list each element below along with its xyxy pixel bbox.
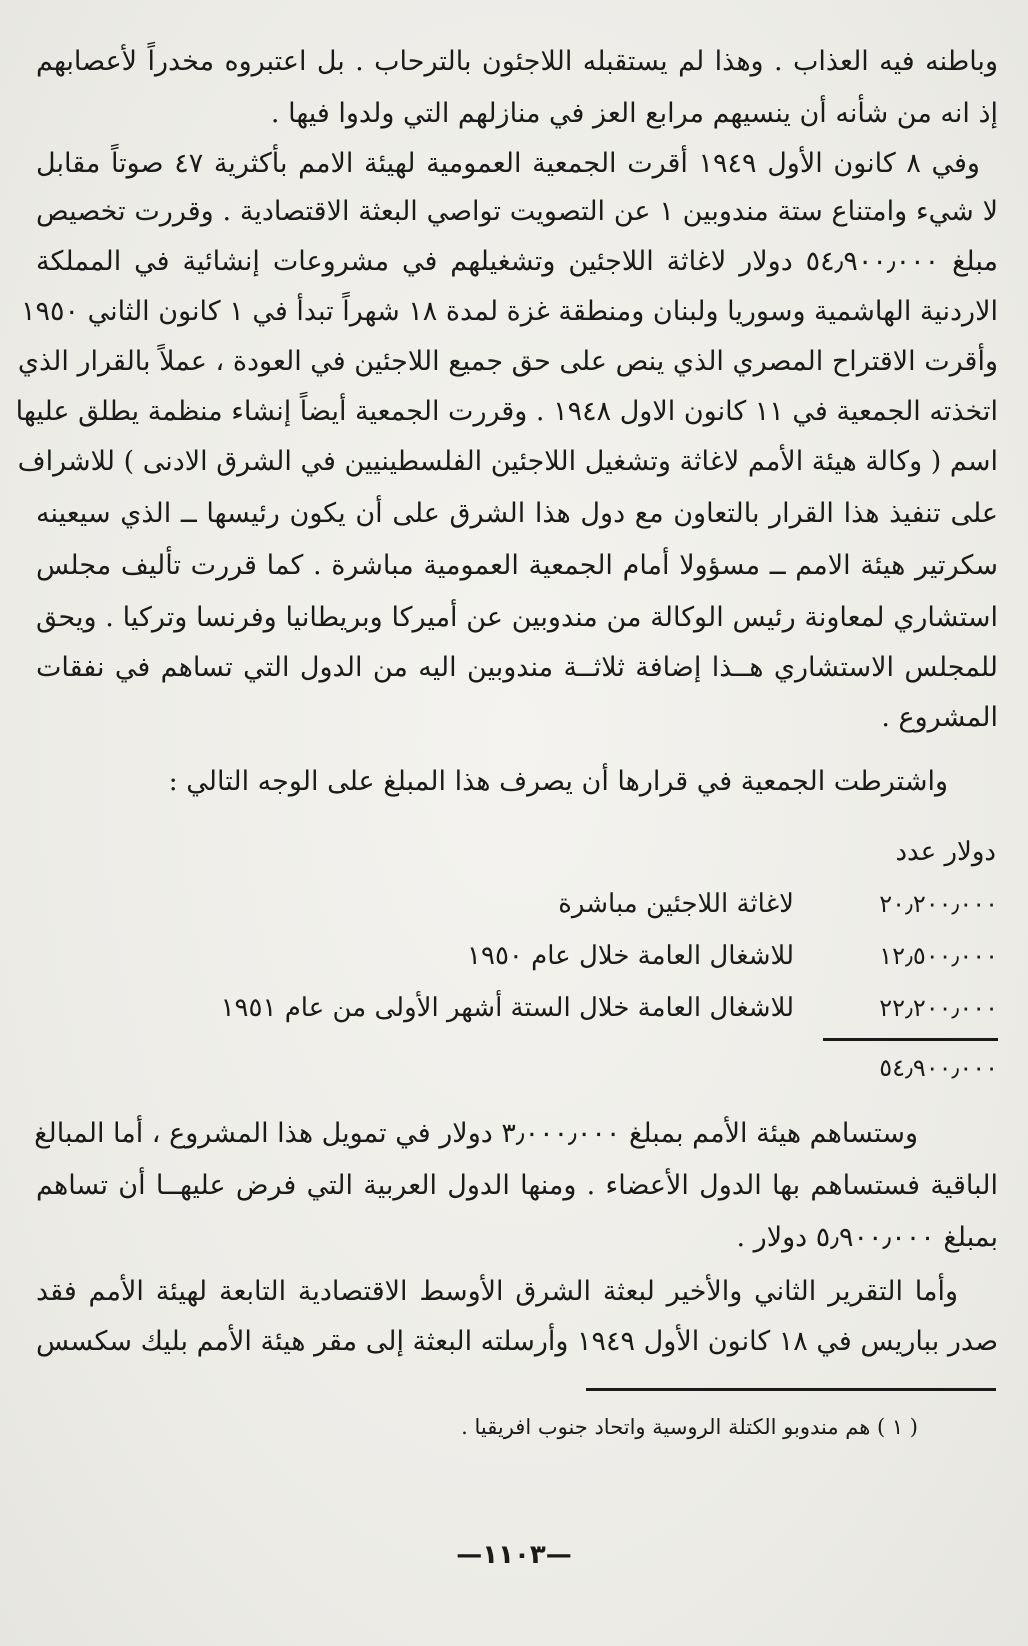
footnote: ( ١ ) هم مندوبو الكتلة الروسية واتحاد جنوب افريقيا . <box>461 1415 918 1439</box>
paragraph-line-10: على تنفيذ هذا القرار بالتعاون مع دول هذا الشرق على أن يكون رئيسها ــ الذي سيعينه <box>36 498 998 529</box>
closing-line-1: وستساهم هيئة الأمم بمبلغ ٣٫٠٠٠٫٠٠٠ دولار في تمويل هذا المشروع ، أما المبالغ <box>34 1118 918 1149</box>
paragraph-line-14: المشروع . <box>881 702 998 733</box>
paragraph-line-3: وفي ٨ كانون الأول ١٩٤٩ أقرت الجمعية العمومية لهيئة الامم بأكثرية ٤٧ صوتاً مقابل <box>36 148 980 179</box>
table-header: دولار عدد <box>895 837 996 867</box>
table-row <box>150 934 998 978</box>
table-row <box>150 986 998 1030</box>
closing-line-3: بمبلغ ٥٫٩٠٠٫٠٠٠ دولار . <box>736 1222 998 1253</box>
paragraph-line-8: اتخذته الجمعية في ١١ كانون الاول ١٩٤٨ . وقررت الجمعية أيضاً إنشاء منظمة يطلق عليها <box>15 396 998 427</box>
row-amount: ٢٠٫٢٠٠٫٠٠٠ <box>879 890 998 918</box>
total-amount: ٥٤٫٩٠٠٫٠٠٠ <box>879 1054 998 1082</box>
paragraph-line-5: مبلغ ٥٤٫٩٠٠٫٠٠٠ دولار لاغاثة اللاجئين وتشغيلهم في مشروعات إنشائية في المملكة <box>36 246 998 277</box>
paragraph-line-9: اسم ( وكالة هيئة الأمم لاغاثة وتشغيل اللاجئين الفلسطينيين في الشرق الادنى ) للاشراف <box>17 446 998 477</box>
paragraph-line-11: سكرتير هيئة الامم ــ مسؤولا أمام الجمعية العمومية مباشرة . كما قررت تأليف مجلس <box>36 550 998 581</box>
closing-line-4: وأما التقرير الثاني والأخير لبعثة الشرق الأوسط الاقتصادية التابعة لهيئة الأمم فقد <box>36 1276 958 1307</box>
paragraph-line-1: وباطنه فيه العذاب . وهذا لم يستقبله اللاجئون بالترحاب . بل اعتبروه مخدراً لأعصابهم <box>36 46 998 77</box>
row-amount: ٢٢٫٢٠٠٫٠٠٠ <box>879 994 998 1022</box>
condition-line: واشترطت الجمعية في قرارها أن يصرف هذا المبلغ على الوجه التالي : <box>168 766 948 797</box>
paragraph-line-6: الاردنية الهاشمية وسوريا ولبنان ومنطقة غزة لمدة ١٨ شهراً تبدأ في ١ كانون الثاني ١٩٥٠ <box>20 296 998 327</box>
footnote-rule <box>586 1388 996 1391</box>
row-label: للاشغال العامة خلال عام ١٩٥٠ <box>467 941 794 971</box>
table-total-row <box>150 1046 998 1090</box>
total-rule <box>823 1038 998 1041</box>
paragraph-line-4: لا شيء وامتناع ستة مندوبين ١ عن التصويت تواصي البعثة الاقتصادية . وقررت تخصيص <box>36 196 998 227</box>
paragraph-line-2: إذ انه من شأنه أن ينسيهم مرابع العز في منازلهم التي ولدوا فيها . <box>270 98 998 129</box>
paragraph-line-7: وأقرت الاقتراح المصري الذي ينص على حق جميع اللاجئين في العودة ، عملاً بالقرار الذي <box>17 346 998 377</box>
closing-line-5: صدر بباريس في ١٨ كانون الأول ١٩٤٩ وأرسلته البعثة إلى مقر هيئة الأمم بليك سكسس <box>36 1326 998 1357</box>
paragraph-line-12: استشاري لمعاونة رئيس الوكالة من مندوبين عن أميركا وبريطانيا وفرنسا وتركيا . ويحق <box>36 602 998 633</box>
closing-line-2: الباقية فستساهم بها الدول الأعضاء . ومنها الدول العربية التي فرض عليهــا أن تساهم <box>36 1170 998 1201</box>
row-amount: ١٢٫٥٠٠٫٠٠٠ <box>879 942 998 970</box>
row-label: للاشغال العامة خلال الستة أشهر الأولى من عام ١٩٥١ <box>220 993 794 1023</box>
page-number: —١١٠٣— <box>456 1540 572 1570</box>
row-label: لاغاثة اللاجئين مباشرة <box>558 889 794 919</box>
paragraph-line-13: للمجلس الاستشاري هــذا إضافة ثلاثــة مندوبين اليه من الدول التي تساهم في نفقات <box>36 652 998 683</box>
table-row <box>150 882 998 926</box>
